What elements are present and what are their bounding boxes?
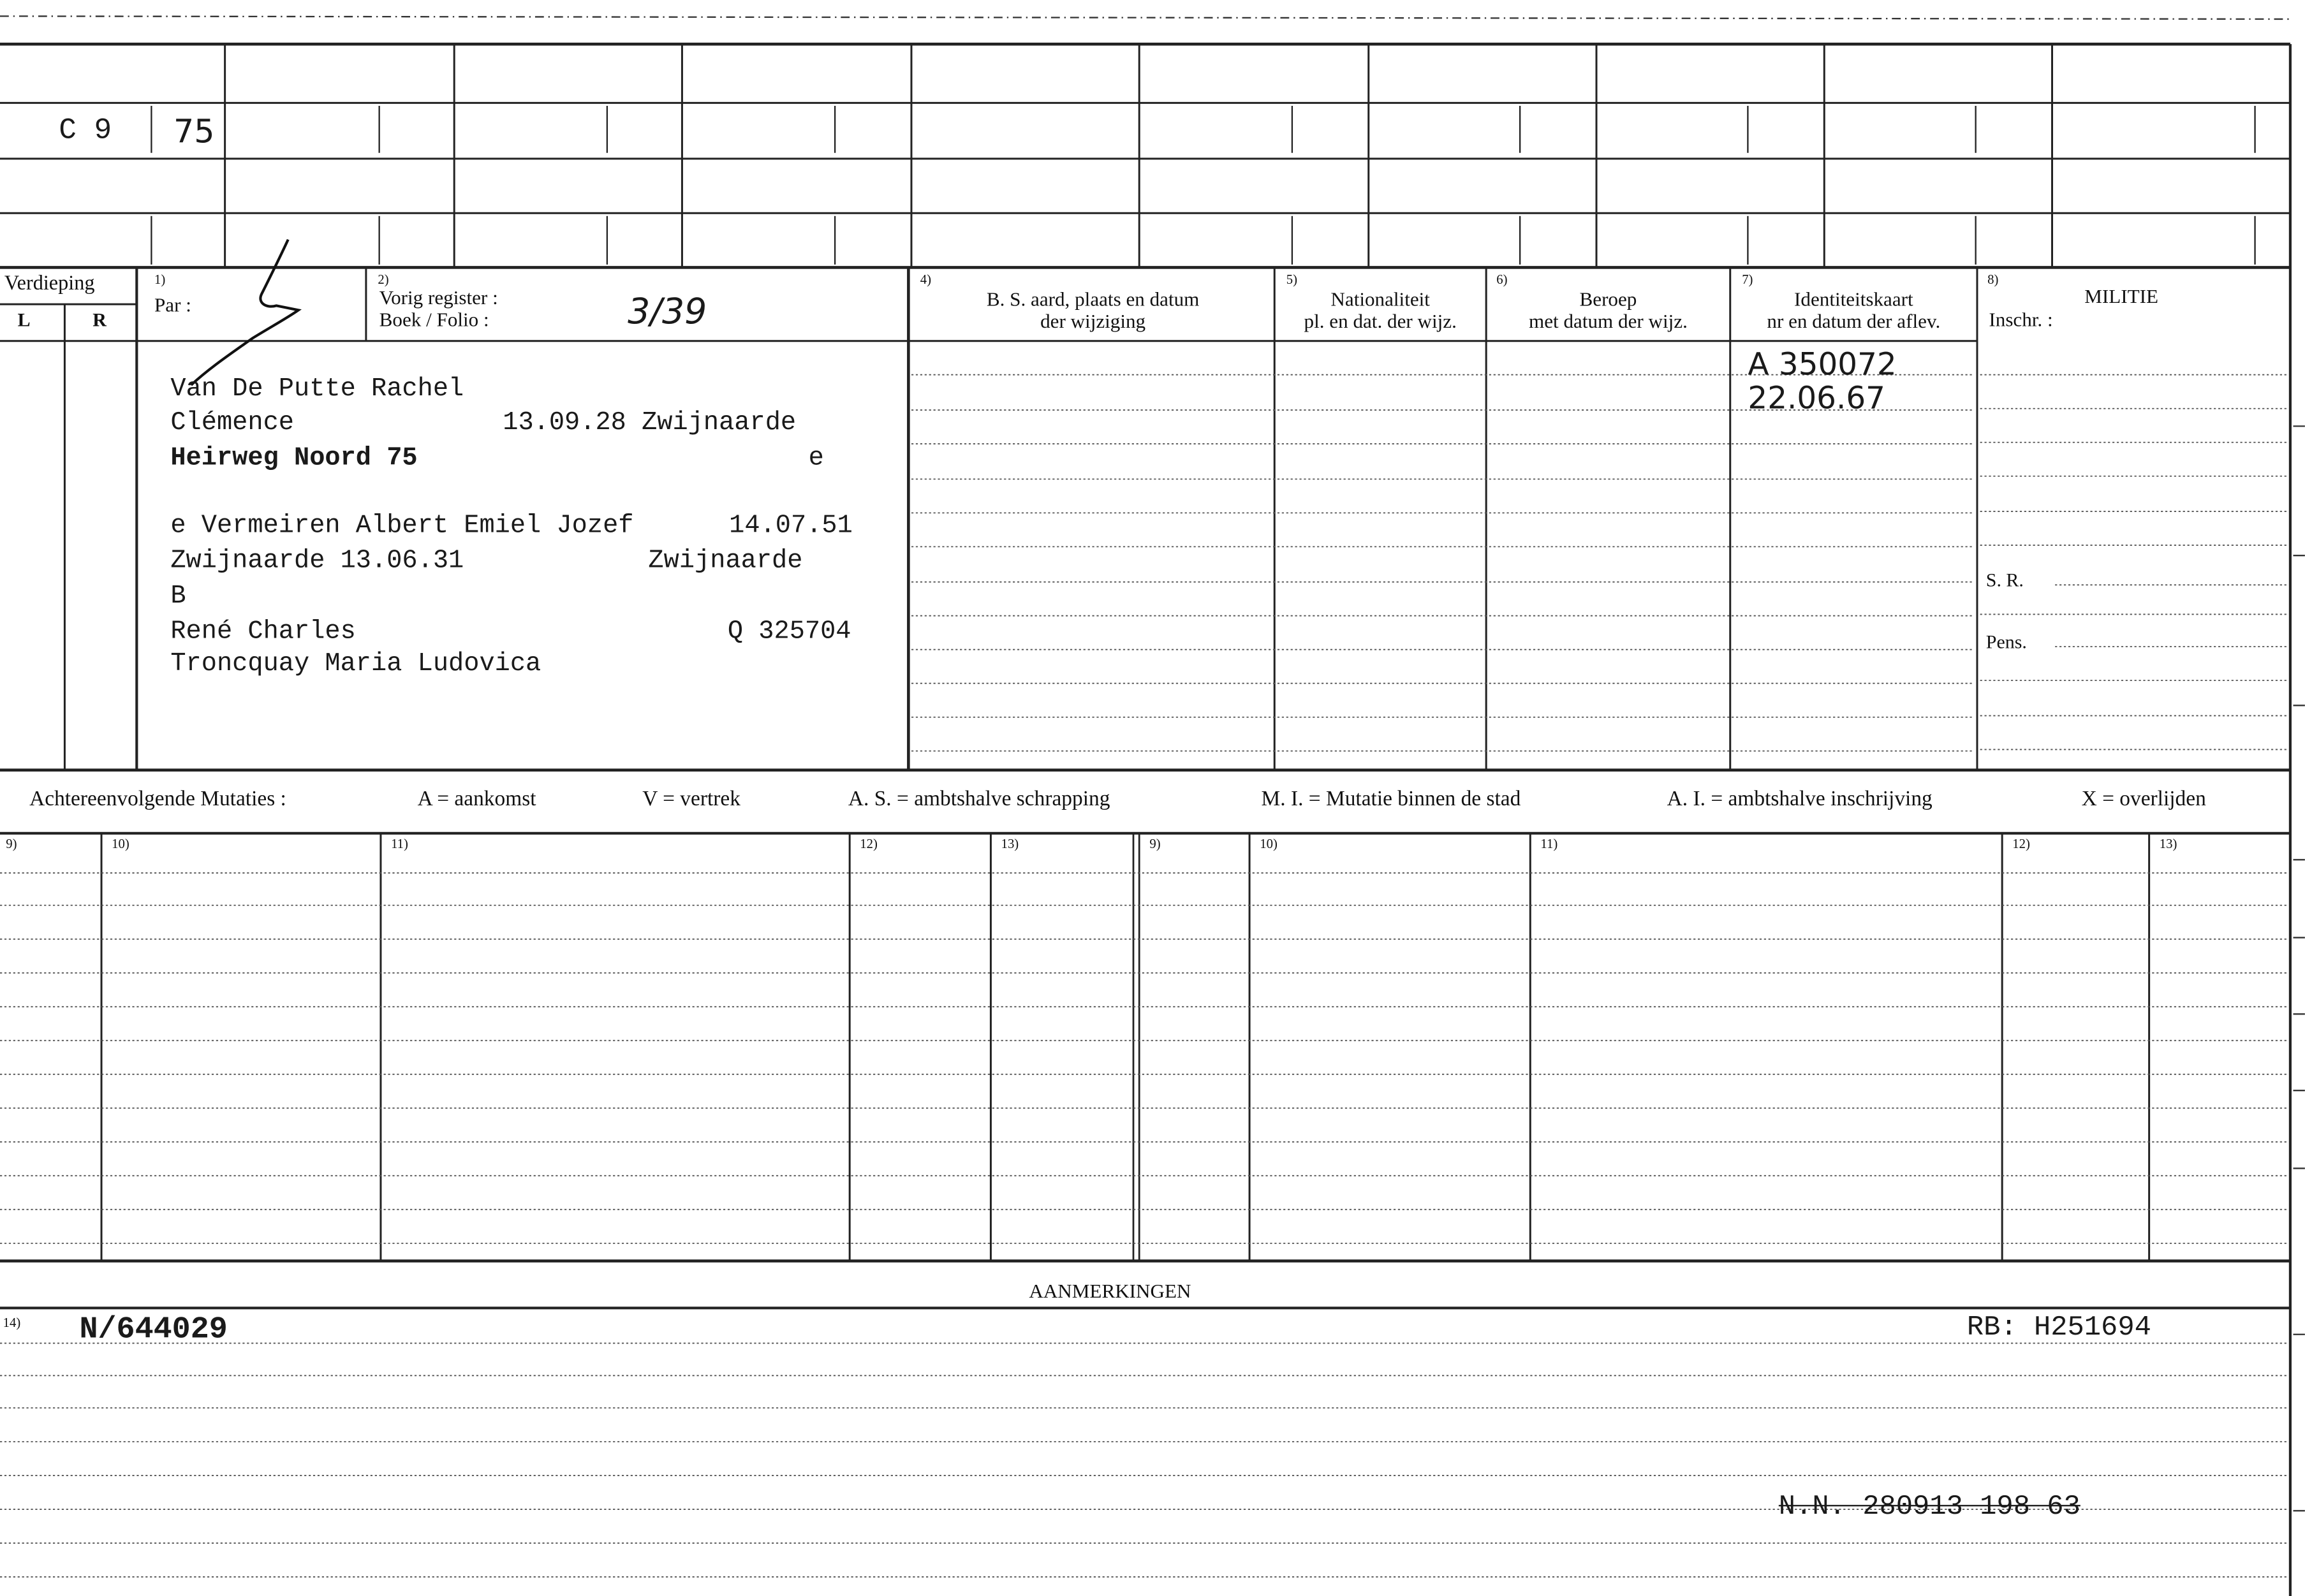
person-line-2b: 13.09.28 Zwijnaarde [503,408,797,438]
beroep-header-line2: met datum der wijz. [1529,310,1688,333]
par-num: 1) [154,272,166,287]
id-num: 7) [1742,272,1753,287]
id-card-number: A 350072 [1748,346,1897,383]
remarks-number: N/644029 [79,1314,228,1348]
mut-col-9-left: 9) [6,836,17,851]
remarks-rb: RB: H251694 [1966,1310,2151,1343]
id-header-line1: Identiteitskaart [1794,288,1913,311]
bs-num: 4) [920,272,932,287]
boek-folio-value: 3/39 [628,291,707,332]
person-line-8: Troncquay Maria Ludovica [170,649,541,679]
person-line-7b: Q 325704 [727,617,851,647]
vorig-num: 2) [378,272,389,287]
person-line-7a: René Charles [170,617,356,647]
person-line-1: Van De Putte Rachel [170,374,464,404]
person-line-5b: Zwijnaarde [648,546,803,576]
nat-header-line1: Nationaliteit [1330,288,1430,311]
mut-col-9-right: 9) [1149,836,1161,851]
mut-col-12-right: 12) [2012,836,2030,851]
inschr-label: Inschr. : [1989,309,2053,331]
verdieping-label: Verdieping [4,273,95,296]
mutation-legend-as: A. S. = ambtshalve schrapping [848,787,1110,812]
mut-col-11-right: 11) [1540,836,1558,851]
mutations-title: Achtereenvolgende Mutaties : [29,787,286,812]
mutation-legend-a: A = aankomst [417,787,536,812]
nationaliteit-header [1274,288,1486,333]
mut-col-12-left: 12) [860,836,878,851]
id-header-line2: nr en datum der aflev. [1767,310,1941,333]
beroep-num: 6) [1496,272,1508,287]
par-handwritten-mark [191,240,298,385]
par-label: Par : [154,293,191,316]
person-line-3b: e [808,444,824,474]
mutation-legend-mi: M. I. = Mutatie binnen de stad [1261,787,1521,812]
sr-label: S. R. [1985,568,2024,591]
mut-col-11-left: 11) [391,836,408,851]
top-code-75: 75 [173,114,215,152]
mutation-legend-x: X = overlijden [2081,787,2206,812]
person-line-6: B [170,582,186,611]
person-line-2a: Clémence [170,408,294,438]
top-code-c9: C 9 [59,114,112,149]
identiteitskaart-header [1730,288,1977,333]
bs-header-line2: der wijziging [1040,310,1146,333]
remarks-num: 14) [3,1315,21,1330]
person-line-3a: Heirweg Noord 75 [170,444,418,474]
beroep-header [1486,288,1730,333]
militie-num: 8) [1987,272,1999,287]
mut-col-13-right: 13) [2159,836,2177,851]
id-card-date: 22.06.67 [1748,380,1885,416]
boek-folio-label: Boek / Folio : [379,309,489,331]
mut-col-10-left: 10) [112,836,129,851]
vorig-register-label: Vorig register : [379,286,498,309]
aanmerkingen-title: AANMERKINGEN [1029,1280,1191,1303]
person-line-5a: Zwijnaarde 13.06.31 [170,546,464,576]
r-label: R [92,309,107,331]
remarks-nn: N.N. 280913 198 63 [1778,1490,2080,1523]
mutation-legend-v: V = vertrek [642,787,740,812]
militie-label: MILITIE [2084,285,2158,307]
pens-label: Pens. [1985,630,2027,653]
nat-header-line2: pl. en dat. der wijz. [1304,310,1457,333]
mut-col-13-left: 13) [1001,836,1019,851]
bs-header-line1: B. S. aard, plaats en datum [986,288,1200,311]
nat-num: 5) [1286,272,1297,287]
mutation-legend-ai: A. I. = ambtshalve inschrijving [1667,787,1933,812]
mut-col-10-right: 10) [1260,836,1278,851]
person-line-4b: 14.07.51 [729,511,853,541]
beroep-header-line1: Beroep [1579,288,1637,311]
bs-header [911,288,1274,333]
person-line-4a: e Vermeiren Albert Emiel Jozef [170,511,634,541]
l-label: L [17,309,31,331]
